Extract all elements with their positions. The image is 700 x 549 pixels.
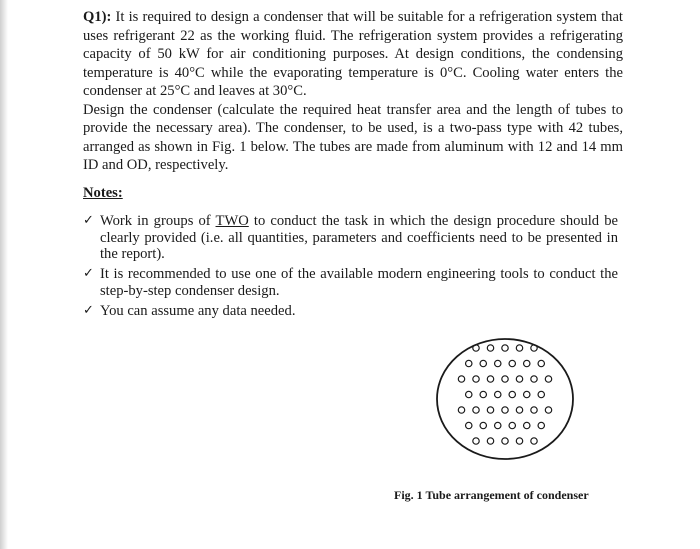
tube-circle — [538, 422, 544, 428]
tube-circle — [502, 438, 508, 444]
note-item — [83, 303, 618, 320]
note-item — [83, 213, 618, 263]
tube-circle — [466, 360, 472, 366]
tube-circle — [502, 407, 508, 413]
tube-circle — [495, 422, 501, 428]
notes-title: Notes: — [83, 185, 123, 201]
question-paragraph-1 — [83, 8, 623, 101]
tube-circle — [502, 345, 508, 351]
tube-group — [458, 345, 551, 444]
notes-list — [83, 213, 618, 319]
check-icon: ✓ — [83, 266, 94, 282]
tube-circle — [516, 438, 522, 444]
tube-circle — [487, 345, 493, 351]
figure-caption: Fig. 1 Tube arrangement of condenser — [394, 488, 589, 502]
tube-circle — [473, 376, 479, 382]
tube-circle — [509, 422, 515, 428]
tube-circle — [524, 422, 530, 428]
note-1-emphasis: TWO — [215, 213, 249, 229]
tube-circle — [531, 345, 537, 351]
check-icon: ✓ — [83, 213, 94, 228]
tube-circle — [516, 376, 522, 382]
tube-circle — [458, 376, 464, 382]
note-1-after: to conduct the task in which the design procedure should be clearly provided (i.e. all quantities, parameters and coefficients need to be presented in the report). — [100, 213, 618, 263]
question-text-1: It is required to design a condenser that will be suitable for a refrigeration system that uses refrigerant 22 as the working fluid. The refrigeration system provides a refrigerating capacity of 50 kW for air conditioning purposes. At design conditions, the condensing temperature is 40°C while the evaporating temperature is 0°C. Cooling water enters the condenser at 25°C and leaves at 30°C. — [83, 9, 623, 99]
tube-circle — [516, 407, 522, 413]
tube-circle — [538, 360, 544, 366]
tube-circle — [531, 438, 537, 444]
tube-arrangement-figure — [432, 335, 582, 465]
tube-circle — [487, 407, 493, 413]
tube-circle — [495, 391, 501, 397]
note-2-text: It is recommended to use one of the available modern engineering tools to conduct the step-by-step condenser design. — [100, 266, 618, 299]
tube-circle — [538, 391, 544, 397]
question-paragraph-2: Design the condenser (calculate the required heat transfer area and the length of tubes to provide the necessary area). The condenser, to be used, is a two-pass type with 42 tubes, arranged as shown in Fig. 1 below. The tubes are made from aluminum with 12 and 14 mm ID and OD, respectively. — [83, 101, 623, 173]
tube-circle — [458, 407, 464, 413]
check-icon: ✓ — [83, 302, 94, 318]
tube-circle — [502, 376, 508, 382]
tube-circle — [531, 407, 537, 413]
tube-circle — [495, 360, 501, 366]
tube-circle — [509, 391, 515, 397]
tube-circle — [466, 391, 472, 397]
note-1-before: Work in groups of — [100, 213, 216, 229]
tube-circle — [487, 438, 493, 444]
tube-circle — [524, 360, 530, 366]
tube-circle — [473, 407, 479, 413]
page-edge-shadow — [0, 0, 8, 549]
note-3-text: You can assume any data needed. — [100, 302, 296, 319]
tube-circle — [531, 376, 537, 382]
question-label: Q1): — [83, 9, 112, 25]
tube-circle — [466, 422, 472, 428]
tube-circle — [516, 345, 522, 351]
tube-circle — [480, 391, 486, 397]
question-block — [83, 8, 623, 175]
tube-circle — [487, 376, 493, 382]
condenser-shell — [437, 339, 573, 459]
tube-circle — [509, 360, 515, 366]
tube-circle — [524, 391, 530, 397]
tube-circle — [545, 376, 551, 382]
tube-circle — [473, 438, 479, 444]
tube-circle — [480, 360, 486, 366]
tube-circle — [473, 345, 479, 351]
tube-circle — [480, 422, 486, 428]
tube-circle — [545, 407, 551, 413]
note-item — [83, 266, 618, 299]
